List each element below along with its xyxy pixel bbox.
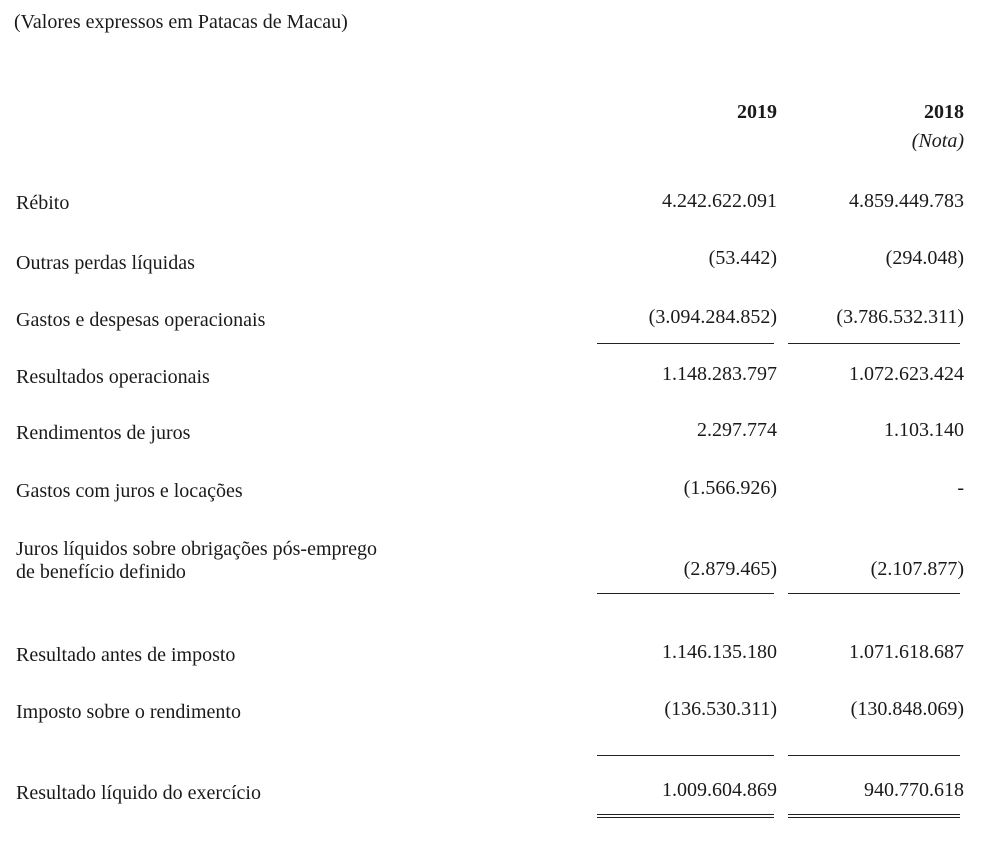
value-2018: (294.048) <box>885 247 964 269</box>
row-label: Gastos e despesas operacionais <box>16 309 266 331</box>
row-label: Rendimentos de juros <box>16 422 191 444</box>
value-2019: (1.566.926) <box>683 477 777 499</box>
value-2018: 1.071.618.687 <box>849 641 964 663</box>
column-header-2018: 2018 <box>924 101 964 123</box>
subtotal-rule <box>788 343 960 344</box>
value-2018: 1.103.140 <box>884 419 964 441</box>
value-2019: (2.879.465) <box>683 558 777 580</box>
value-2019: 1.148.283.797 <box>662 363 777 385</box>
row-label: Resultado antes de imposto <box>16 644 236 666</box>
row-label: Gastos com juros e locações <box>16 480 243 502</box>
value-2018: (2.107.877) <box>870 558 964 580</box>
value-2018: (130.848.069) <box>850 698 964 720</box>
total-double-rule <box>597 814 774 818</box>
column-header-2019: 2019 <box>737 101 777 123</box>
row-label: Imposto sobre o rendimento <box>16 701 241 723</box>
value-2018: 1.072.623.424 <box>849 363 964 385</box>
column-note-2018: (Nota) <box>911 130 964 152</box>
value-2018: - <box>957 477 964 499</box>
value-2019: 2.297.774 <box>697 419 777 441</box>
value-2019: (136.530.311) <box>664 698 777 720</box>
statement-subtitle: (Valores expressos em Patacas de Macau) <box>14 11 348 33</box>
subtotal-rule <box>597 343 774 344</box>
row-label-continued: de benefício definido <box>16 561 186 583</box>
value-2018: 4.859.449.783 <box>849 190 964 212</box>
subtotal-rule <box>597 755 774 756</box>
row-label: Resultados operacionais <box>16 366 210 388</box>
value-2018: 940.770.618 <box>864 779 964 801</box>
row-label: Outras perdas líquidas <box>16 252 195 274</box>
value-2019: 4.242.622.091 <box>662 190 777 212</box>
row-label: Rébito <box>16 192 70 214</box>
row-label: Resultado líquido do exercício <box>16 782 261 804</box>
total-double-rule <box>788 814 960 818</box>
subtotal-rule <box>788 755 960 756</box>
row-label: Juros líquidos sobre obrigações pós-emprego <box>16 538 378 560</box>
subtotal-rule <box>788 593 960 594</box>
value-2019: 1.146.135.180 <box>662 641 777 663</box>
value-2019: 1.009.604.869 <box>662 779 777 801</box>
value-2019: (53.442) <box>708 247 777 269</box>
subtotal-rule <box>597 593 774 594</box>
value-2018: (3.786.532.311) <box>836 306 964 328</box>
value-2019: (3.094.284.852) <box>648 306 777 328</box>
